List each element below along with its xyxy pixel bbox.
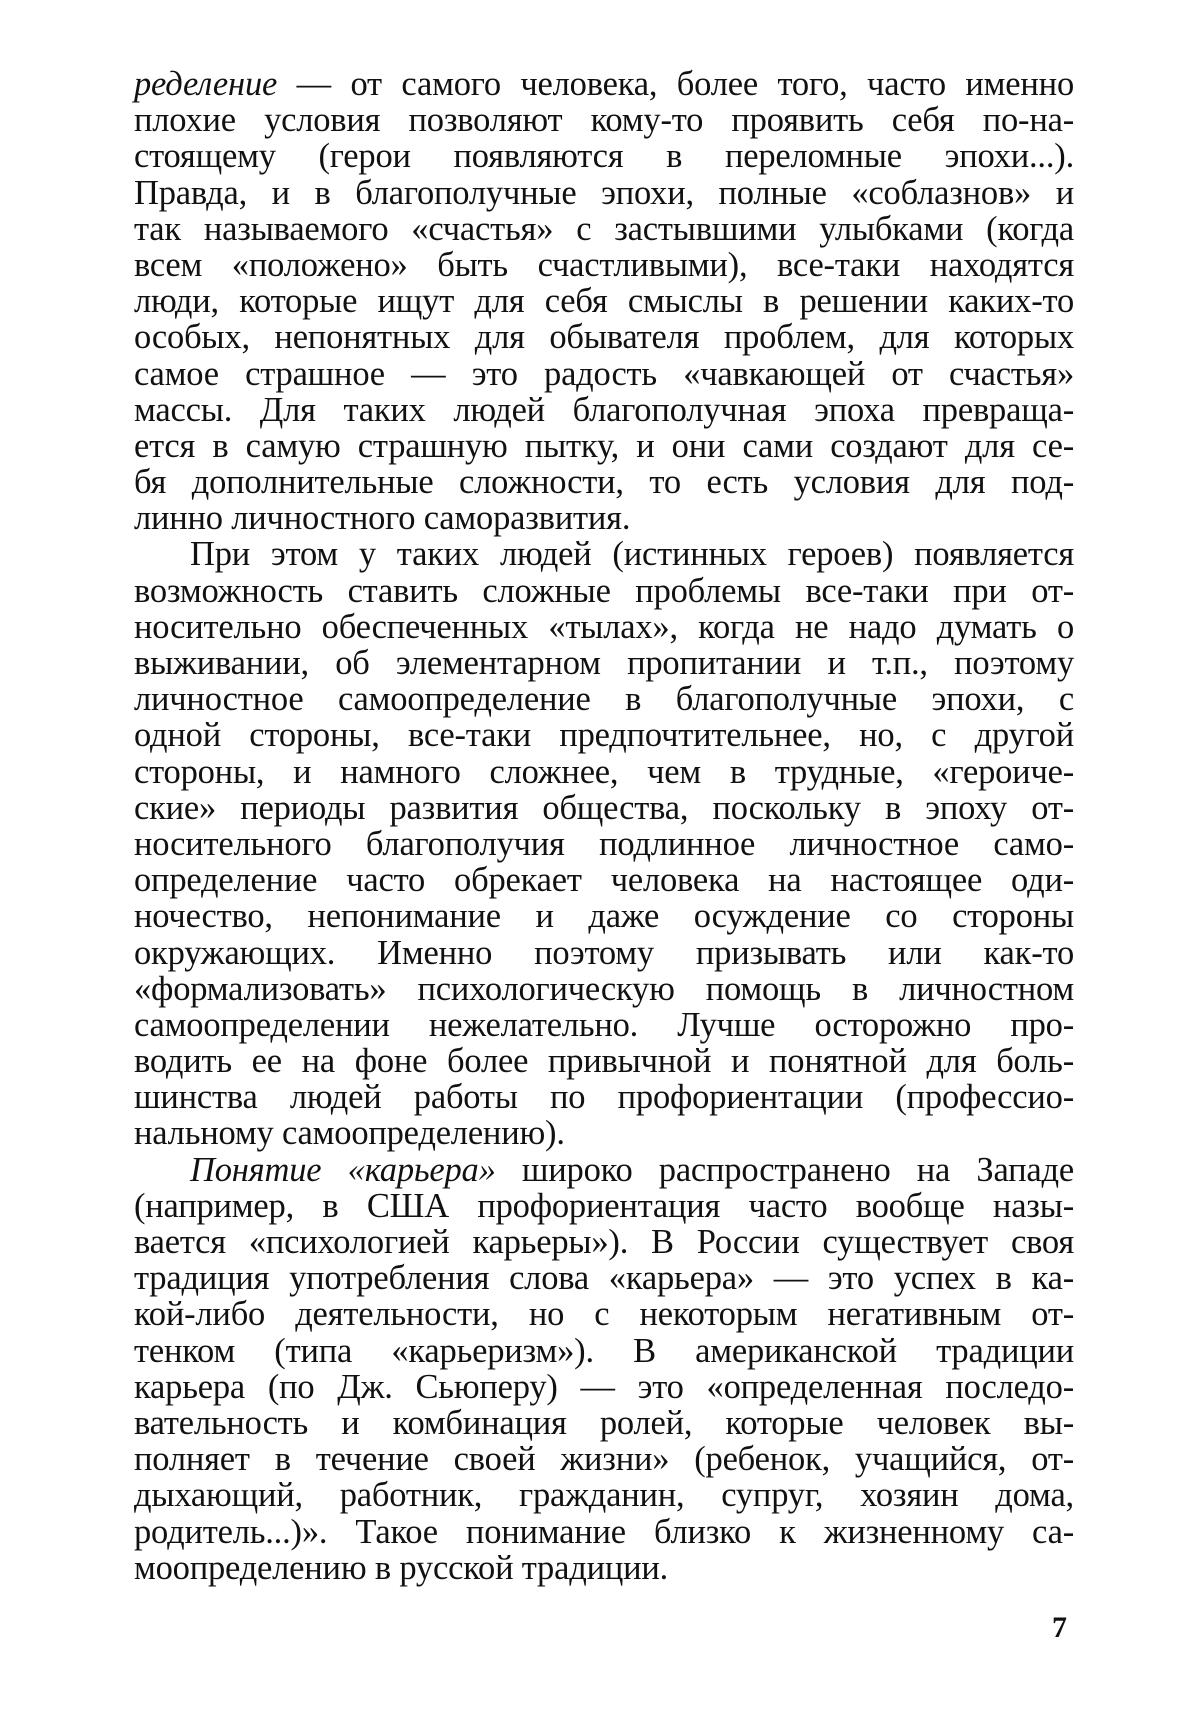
text-line: родитель...)». Такое понимание близко к жизненному са- [134, 1512, 1074, 1551]
text-line: выживании, об элементарном пропитании и т.п., поэтому [134, 644, 1074, 682]
text-line: моопределению в русской традиции. [134, 1548, 669, 1587]
text-line: шинства людей работы по профориентации (профессио- [134, 1078, 1074, 1117]
text-line: стоящему (герои появляются в переломные эпохи...). [134, 137, 1074, 176]
text-line: стороны, и намного сложнее, чем в трудные, «героиче- [134, 752, 1074, 791]
text-line: самоопределении нежелательно. Лучше осторожно про- [134, 1005, 1074, 1044]
text-line: одной стороны, все-таки предпочтительнее, но, с другой [134, 716, 1074, 755]
text-line: Понятие «карьера» широко распространено на Западе [190, 1150, 1075, 1189]
text-line: бя дополнительные сложности, то есть условия для под- [134, 463, 1074, 502]
text-line: традиция употребления слова «карьера» — это успех в ка- [134, 1259, 1074, 1298]
text-line: вательность и комбинация ролей, которые человек вы- [134, 1403, 1074, 1442]
text-line: определение часто обрекает человека на настоящее оди- [134, 861, 1074, 900]
text-line: Правда, и в благополучные эпохи, полные «соблазнов» и [134, 173, 1074, 212]
text-line: личностное самоопределение в благополучные эпохи, с [134, 680, 1074, 719]
italic-term: Понятие «карьера» [190, 1150, 496, 1189]
text-line: окружающих. Именно поэтому призывать или как-то [134, 933, 1074, 972]
text-line: ские» периоды развития общества, поскольку в эпоху от- [134, 788, 1074, 827]
text-line: тенком (типа «карьеризм»). В американской традиции [134, 1331, 1074, 1370]
text-line: особых, непонятных для обывателя проблем, для которых [134, 318, 1074, 357]
text-line: водить ее на фоне более привычной и понятной для боль- [134, 1042, 1074, 1081]
text-line: карьера (по Дж. Сьюперу) — это «определенная последо- [134, 1367, 1074, 1406]
text-line: кой-либо деятельности, но с некоторым негативным от- [134, 1295, 1074, 1334]
text-line: линно личностного саморазвития. [134, 499, 631, 538]
text-line: (например, в США профориентация часто вообще назы- [134, 1186, 1074, 1225]
text-line: возможность ставить сложные проблемы все-таки при от- [134, 571, 1074, 610]
text-line: полняет в течение своей жизни» (ребенок, учащийся, от- [134, 1440, 1074, 1479]
text-line: «формализовать» психологическую помощь в личностном [134, 969, 1074, 1008]
page-body [134, 66, 1074, 1586]
text-line: массы. Для таких людей благополучная эпоха превраща- [134, 390, 1074, 429]
paragraph-1 [134, 66, 1074, 536]
text-line: нальному самоопределению). [134, 1114, 565, 1153]
text-line: При этом у таких людей (истинных героев) появляется [190, 535, 1074, 574]
text-line: всем «положено» быть счастливыми), все-таки находятся [134, 245, 1074, 284]
text-line: ночество, непонимание и даже осуждение со стороны [134, 897, 1074, 936]
text-line: дыхающий, работник, гражданин, супруг, хозяин дома, [134, 1476, 1074, 1515]
text-line: носительно обеспеченных «тылах», когда не надо думать о [134, 607, 1074, 646]
text-line: люди, которые ищут для себя смыслы в решении каких-то [134, 282, 1074, 321]
text-line: ределение — от самого человека, более того, часто именно [134, 65, 1074, 103]
text-line: носительного благополучия подлинное личностное само- [134, 824, 1074, 863]
text-line: вается «психологией карьеры»). В России существует своя [134, 1223, 1074, 1261]
paragraph-3 [134, 1152, 1074, 1586]
page-number: 7 [1052, 1611, 1067, 1644]
text-line: плохие условия позволяют кому-то проявить себя по-на- [134, 101, 1074, 140]
italic-term: ределение [134, 65, 278, 103]
paragraph-2 [134, 536, 1074, 1151]
text-line: самое страшное — это радость «чавкающей от счастья» [134, 354, 1074, 393]
text-line: ется в самую страшную пытку, и они сами создают для се- [134, 426, 1074, 465]
text-line: так называемого «счастья» с застывшими улыбками (когда [134, 209, 1074, 248]
